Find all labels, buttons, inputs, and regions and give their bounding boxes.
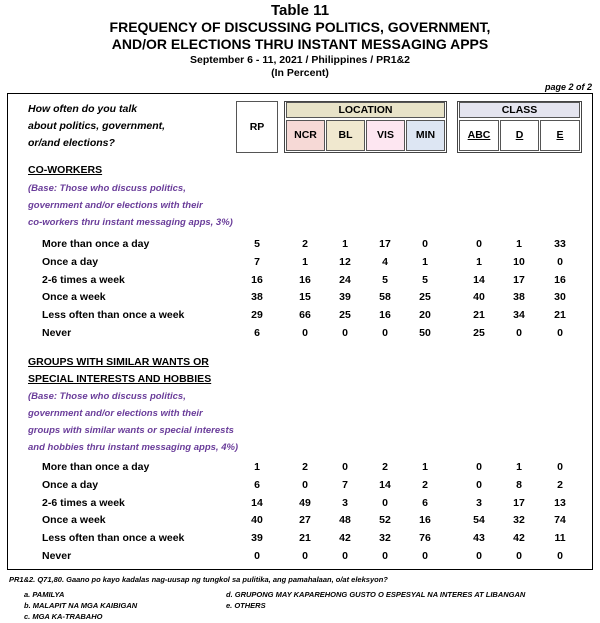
row-label: Less often than once a week	[42, 309, 185, 322]
row-label: Once a day	[42, 255, 99, 268]
row-value: 1	[516, 461, 522, 473]
row-value: 0	[422, 238, 428, 250]
row-label: 2-6 times a week	[42, 496, 125, 509]
row-label: More than once a day	[42, 238, 150, 250]
row-value: 25	[473, 327, 485, 339]
row-label: Never	[42, 550, 72, 562]
row-value: 10	[513, 255, 525, 268]
row-value: 12	[339, 255, 351, 268]
question-line-3: or/and elections?	[28, 137, 115, 149]
section-base-line: groups with similar wants or special interests	[28, 425, 234, 436]
table-row	[0, 514, 600, 530]
row-value: 2	[302, 238, 308, 250]
row-value: 5	[422, 273, 428, 286]
table-row	[0, 479, 600, 495]
row-value: 58	[379, 291, 391, 304]
row-value: 40	[473, 291, 485, 304]
row-value: 0	[342, 550, 348, 562]
row-value: 50	[419, 327, 431, 339]
row-value: 34	[513, 309, 525, 322]
row-value: 6	[254, 327, 260, 339]
row-value: 1	[422, 461, 428, 473]
section-title-coworkers: CO-WORKERS	[28, 164, 103, 176]
section-base-line: government and/or elections with their	[28, 200, 203, 211]
table-row	[0, 274, 600, 290]
row-value: 20	[419, 309, 431, 322]
row-value: 0	[382, 327, 388, 339]
row-value: 17	[513, 496, 525, 509]
section-base-line: government and/or elections with their	[28, 408, 203, 419]
row-value: 1	[476, 255, 482, 268]
row-value: 27	[299, 514, 311, 527]
table-row	[0, 327, 600, 343]
header-location: LOCATION	[286, 102, 445, 118]
header-class: CLASS	[459, 102, 580, 118]
row-value: 2	[422, 478, 428, 491]
row-value: 3	[476, 496, 482, 509]
row-value: 0	[342, 327, 348, 339]
header-bl: BL	[326, 120, 365, 151]
row-value: 48	[339, 514, 351, 527]
row-value: 0	[557, 327, 563, 339]
row-value: 14	[379, 478, 391, 491]
footnote-option: e. OTHERS	[226, 601, 266, 610]
row-value: 6	[422, 496, 428, 509]
row-value: 49	[299, 496, 311, 509]
row-label: Once a week	[42, 291, 106, 304]
row-value: 0	[557, 461, 563, 473]
row-value: 7	[254, 255, 260, 268]
row-value: 0	[302, 327, 308, 339]
row-label: Once a day	[42, 478, 99, 491]
table-title-line1: FREQUENCY OF DISCUSSING POLITICS, GOVERNMENT,	[109, 19, 491, 35]
row-value: 0	[476, 238, 482, 250]
table-row	[0, 309, 600, 325]
row-value: 0	[302, 478, 308, 491]
row-value: 24	[339, 273, 351, 286]
header-e: E	[540, 120, 580, 151]
row-value: 39	[339, 291, 351, 304]
header-d: D	[500, 120, 539, 151]
row-value: 2	[382, 461, 388, 473]
row-value: 1	[516, 238, 522, 250]
row-label: Less often than once a week	[42, 532, 185, 545]
row-label: 2-6 times a week	[42, 273, 125, 286]
row-label: More than once a day	[42, 461, 150, 473]
section-base-line: and hobbies thru instant messaging apps, 4%)	[28, 442, 239, 453]
table-number: Table 11	[270, 2, 330, 19]
row-value: 0	[422, 550, 428, 562]
row-value: 16	[554, 273, 566, 286]
row-value: 0	[476, 478, 482, 491]
row-value: 54	[473, 514, 485, 527]
row-value: 32	[513, 514, 525, 527]
row-value: 0	[516, 327, 522, 339]
row-value: 0	[342, 461, 348, 473]
row-value: 14	[251, 496, 263, 509]
row-value: 74	[554, 514, 566, 527]
row-value: 1	[342, 238, 348, 250]
row-value: 1	[422, 255, 428, 268]
header-abc: ABC	[459, 120, 499, 151]
row-label: Never	[42, 327, 72, 339]
table-row	[0, 461, 600, 477]
row-value: 4	[382, 255, 388, 268]
footnote-option: c. MGA KA-TRABAHO	[24, 612, 103, 621]
footnote-option: b. MALAPIT NA MGA KAIBIGAN	[24, 601, 138, 610]
row-value: 42	[339, 532, 351, 545]
row-value: 52	[379, 514, 391, 527]
header-vis: VIS	[366, 120, 405, 151]
row-value: 38	[251, 291, 263, 304]
row-value: 21	[299, 532, 311, 545]
row-value: 0	[476, 461, 482, 473]
row-value: 25	[339, 309, 351, 322]
row-value: 14	[473, 273, 485, 286]
row-value: 13	[554, 496, 566, 509]
table-row	[0, 497, 600, 513]
row-value: 11	[554, 532, 566, 545]
table-unit: (In Percent)	[271, 67, 329, 79]
row-value: 15	[299, 291, 311, 304]
row-value: 0	[302, 550, 308, 562]
row-value: 0	[382, 550, 388, 562]
question-line-2: about politics, government,	[28, 120, 166, 132]
footnote-option: d. GRUPONG MAY KAPAREHONG GUSTO O ESPESYAL NA INTERES AT LIBANGAN	[226, 590, 526, 599]
row-value: 0	[557, 550, 563, 562]
section-base-line: co-workers thru instant messaging apps, 3%)	[28, 217, 233, 228]
header-ncr: NCR	[286, 120, 325, 151]
row-value: 1	[302, 255, 308, 268]
table-subtitle: September 6 - 11, 2021 / Philippines / PR1&2	[189, 54, 410, 66]
row-value: 6	[254, 478, 260, 491]
row-value: 7	[342, 478, 348, 491]
row-value: 0	[254, 550, 260, 562]
table-title-line2: AND/OR ELECTIONS THRU INSTANT MESSAGING APPS	[111, 36, 489, 52]
section-base-line: (Base: Those who discuss politics,	[28, 391, 186, 402]
section-title-groups-line1: GROUPS WITH SIMILAR WANTS OR	[28, 356, 209, 368]
row-value: 3	[342, 496, 348, 509]
page-indicator: page 2 of 2	[544, 82, 592, 92]
row-value: 16	[299, 273, 311, 286]
row-value: 25	[419, 291, 431, 304]
row-value: 21	[473, 309, 485, 322]
row-value: 2	[557, 478, 563, 491]
row-value: 39	[251, 532, 263, 545]
table-row	[0, 256, 600, 272]
row-value: 43	[473, 532, 485, 545]
header-rp: RP	[236, 101, 278, 153]
section-base-line: (Base: Those who discuss politics,	[28, 183, 186, 194]
row-value: 42	[513, 532, 525, 545]
row-value: 32	[379, 532, 391, 545]
row-value: 16	[379, 309, 391, 322]
footnote-option: a. PAMILYA	[24, 590, 65, 599]
row-value: 1	[254, 461, 260, 473]
row-value: 0	[557, 255, 563, 268]
row-value: 0	[382, 496, 388, 509]
row-value: 5	[254, 238, 260, 250]
row-value: 8	[516, 478, 522, 491]
row-value: 40	[251, 514, 263, 527]
section-title-groups-line2: SPECIAL INTERESTS AND HOBBIES	[28, 373, 212, 385]
row-value: 33	[554, 238, 566, 250]
row-value: 16	[419, 514, 431, 527]
header-min: MIN	[406, 120, 445, 151]
row-value: 0	[476, 550, 482, 562]
row-value: 38	[513, 291, 525, 304]
row-value: 76	[419, 532, 431, 545]
row-value: 16	[251, 273, 263, 286]
row-value: 66	[299, 309, 311, 322]
row-label: Once a week	[42, 514, 106, 527]
table-row	[0, 550, 600, 566]
row-value: 17	[513, 273, 525, 286]
row-value: 17	[379, 238, 391, 250]
table-row	[0, 532, 600, 548]
row-value: 21	[554, 309, 566, 322]
row-value: 2	[302, 461, 308, 473]
footnote-question: PR1&2. Q71,80. Gaano po kayo kadalas nag-uusap ng tungkol sa pulitika, ang pamahalaan, o/at eleksyon?	[9, 575, 388, 584]
table-row	[0, 291, 600, 307]
row-value: 0	[516, 550, 522, 562]
row-value: 29	[251, 309, 263, 322]
row-value: 30	[554, 291, 566, 304]
question-line-1: How often do you talk	[28, 103, 138, 115]
table-row	[0, 238, 600, 254]
row-value: 5	[382, 273, 388, 286]
